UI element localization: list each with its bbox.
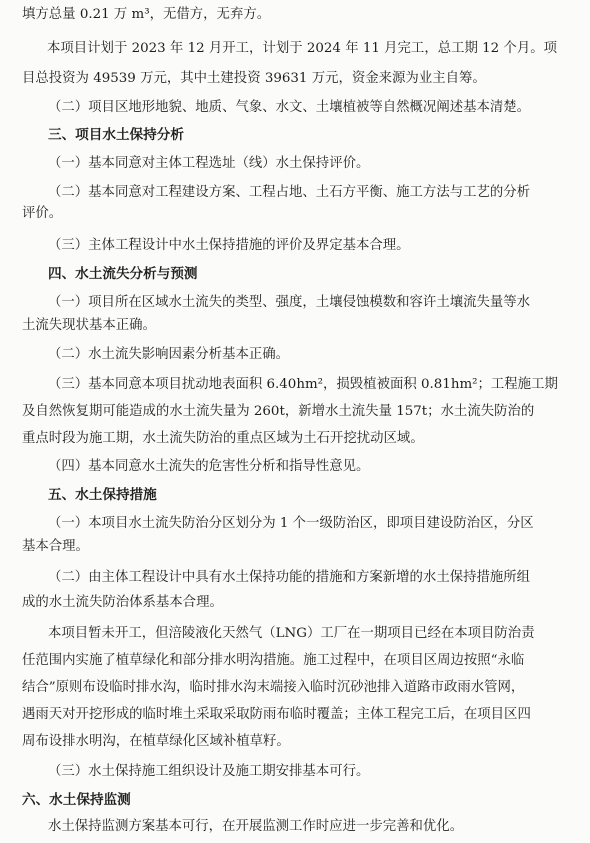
section-heading: 四、水土流失分析与预测 [48, 266, 198, 282]
section-heading: 三、项目水土保持分析 [48, 127, 184, 143]
text-line: 水土保持监测方案基本可行，在开展监测工作时应进一步完善和优化。 [48, 819, 464, 834]
text-line: （四）基本同意水土流失的危害性分析和指导性意见。 [48, 459, 370, 474]
text-line: （二）由主体工程设计中具有水土保持功能的措施和方案新增的水土保持措施所组 [48, 570, 531, 585]
text-line: 重点时段为施工期，水土流失防治的重点区域为土石开挖扰动区域。 [22, 431, 424, 446]
text-line: 基本合理。 [22, 539, 89, 554]
text-line: 及自然恢复期可能造成的水土流失量为 260t，新增水土流失量 157t；水土流失防治的 [22, 404, 535, 419]
text-line: （二）水土流失影响因素分析基本正确。 [48, 347, 290, 362]
text-line: （二）基本同意对工程建设方案、工程占地、土石方平衡、施工方法与工艺的分析 [48, 185, 531, 200]
text-line: （二）项目区地形地貌、地质、气象、水文、土壤植被等自然概况阐述基本清楚。 [48, 100, 531, 115]
text-line: （一）基本同意对主体工程选址（线）水土保持评价。 [48, 156, 370, 171]
text-line: 本项目暂未开工，但涪陵液化天然气（LNG）工厂在一期项目已经在本项目防治责 [48, 626, 535, 641]
text-line: 周布设排水明沟，在植草绿化区域补植草籽。 [22, 734, 290, 749]
text-line: 评价。 [22, 206, 63, 221]
section-heading: 五、水土保持措施 [48, 487, 157, 503]
section-heading: 六、水土保持监测 [22, 792, 131, 808]
text-line: 成的水土流失防治体系基本合理。 [22, 595, 223, 610]
text-line: 遇雨天对开挖形成的临时堆土采取采取防雨布临时覆盖；主体工程完工后，在项目区四 [22, 707, 531, 722]
text-line: 本项目计划于 2023 年 12 月开工，计划于 2024 年 11 月完工，总工期 12 个月。项 [47, 41, 557, 56]
text-line: 土流失现状基本正确。 [22, 318, 156, 333]
text-line: （三）主体工程设计中水土保持措施的评价及界定基本合理。 [48, 238, 410, 253]
text-line: 结合”原则布设临时排水沟，临时排水沟末端接入临时沉砂池排入道路市政雨水管网， [22, 680, 525, 695]
text-line: （一）项目所在区域水土流失的类型、强度，土壤侵蚀模数和容许土壤流失量等水 [48, 295, 531, 310]
text-line: 填方总量 0.21 万 m³，无借方，无弃方。 [22, 7, 271, 22]
text-line: 目总投资为 49539 万元，其中土建投资 39631 万元，资金来源为业主自筹。 [22, 71, 486, 86]
text-line: （三）基本同意本项目扰动地表面积 6.40hm²，损毁植被面积 0.81hm²；工程施工期 [48, 377, 558, 392]
text-line: 任范围内实施了植草绿化和部分排水明沟措施。施工过程中，在项目区周边按照“永临 [22, 653, 525, 668]
text-line: （一）本项目水土流失防治分区划分为 1 个一级防治区，即项目建设防治区，分区 [48, 516, 534, 531]
text-line: （三）水土保持施工组织设计及施工期安排基本可行。 [48, 764, 370, 779]
